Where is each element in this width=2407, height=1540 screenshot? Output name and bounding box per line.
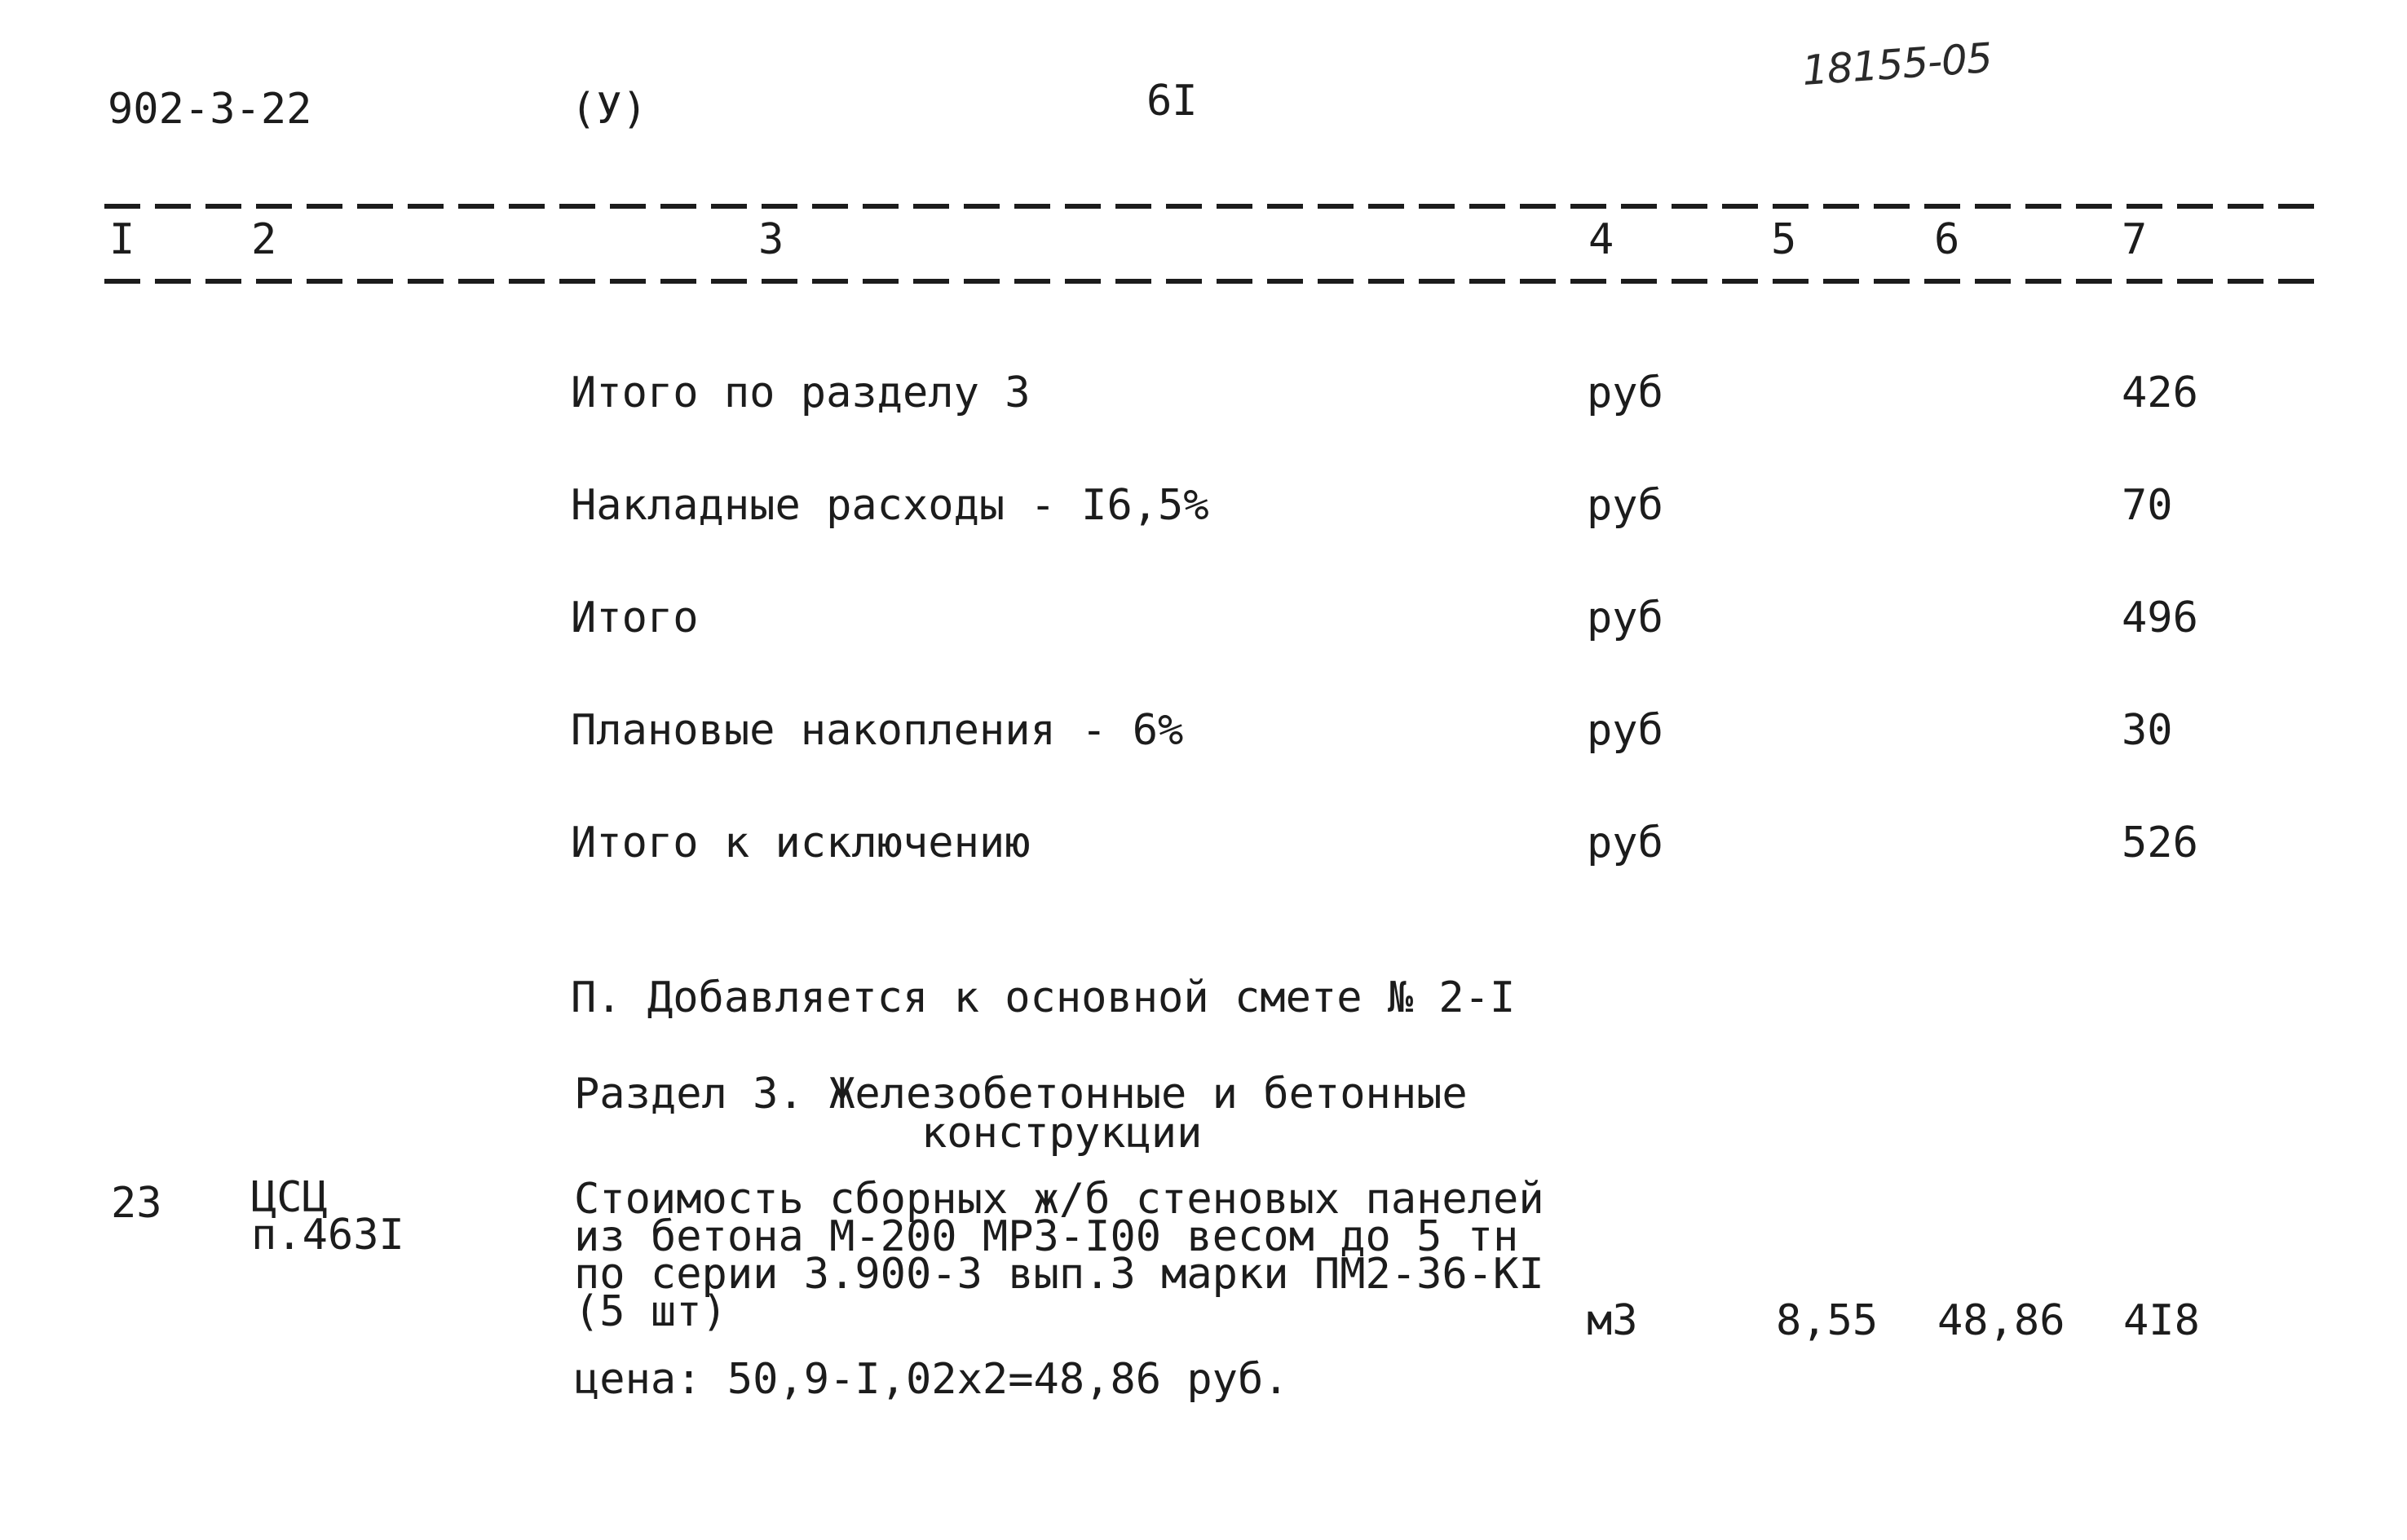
- row-total: 496: [2122, 593, 2198, 642]
- column-header-4: 4: [1588, 215, 1614, 264]
- column-header-6: 6: [1934, 215, 1960, 264]
- column-header-7: 7: [2122, 215, 2148, 264]
- item-number: 23: [111, 1179, 162, 1228]
- row-description: Итого к исключению: [571, 819, 1031, 867]
- item-reference-clause: п.463I: [251, 1211, 404, 1260]
- page-number: 6I: [1146, 77, 1198, 126]
- item-description-line: из бетона М-200 МРЗ-I00 весом до 5 тн: [574, 1212, 1519, 1261]
- column-header-3: 3: [758, 215, 784, 264]
- column-header-2: 2: [251, 215, 277, 264]
- handwritten-stamp: 18155-05: [1800, 33, 1994, 95]
- item-quantity: 8,55: [1776, 1296, 1879, 1345]
- header-rule-bottom: [104, 279, 2322, 284]
- item-description: [574, 1175, 1544, 1336]
- document-code: 902-3-22: [108, 85, 312, 134]
- document-mark: (У): [571, 85, 647, 134]
- item-price-note: цена: 50,9-I,02х2=48,86 руб.: [574, 1355, 1289, 1404]
- item-description-line: (5 шт): [574, 1287, 727, 1336]
- row-unit: руб: [1587, 593, 1663, 642]
- row-total: 526: [2122, 819, 2198, 867]
- subsection-title-line1: Раздел 3. Железобетонные и бетонные: [574, 1070, 1468, 1119]
- section-heading: П. Добавляется к основной смете № 2-I: [571, 973, 1516, 1022]
- row-total: 426: [2122, 368, 2198, 417]
- row-total: 70: [2122, 481, 2173, 530]
- row-unit: руб: [1587, 368, 1663, 417]
- column-header-1: I: [109, 215, 135, 264]
- row-unit: руб: [1587, 481, 1663, 530]
- item-total: 4I8: [2123, 1296, 2200, 1345]
- row-description: Плановые накопления - 6%: [571, 706, 1184, 755]
- row-description: Итого: [571, 593, 699, 642]
- row-total: 30: [2122, 706, 2173, 755]
- row-description: Итого по разделу 3: [571, 368, 1031, 417]
- item-unit: м3: [1587, 1296, 1638, 1345]
- item-reference: [251, 1173, 404, 1260]
- item-reference-source: ЦСЦ: [251, 1173, 328, 1222]
- subsection-title-line2: конструкции: [921, 1109, 1203, 1158]
- row-description: Накладные расходы - I6,5%: [571, 481, 1209, 530]
- row-unit: руб: [1587, 706, 1663, 755]
- item-description-line: Стоимость сборных ж/б стеновых панелей: [574, 1175, 1544, 1224]
- column-header-5: 5: [1771, 215, 1797, 264]
- header-rule-top: [104, 204, 2322, 209]
- row-unit: руб: [1587, 819, 1663, 867]
- item-unit-price: 48,86: [1937, 1296, 2065, 1345]
- item-description-line: по серии 3.900-3 вып.3 марки ПМ2-36-КI: [574, 1250, 1544, 1299]
